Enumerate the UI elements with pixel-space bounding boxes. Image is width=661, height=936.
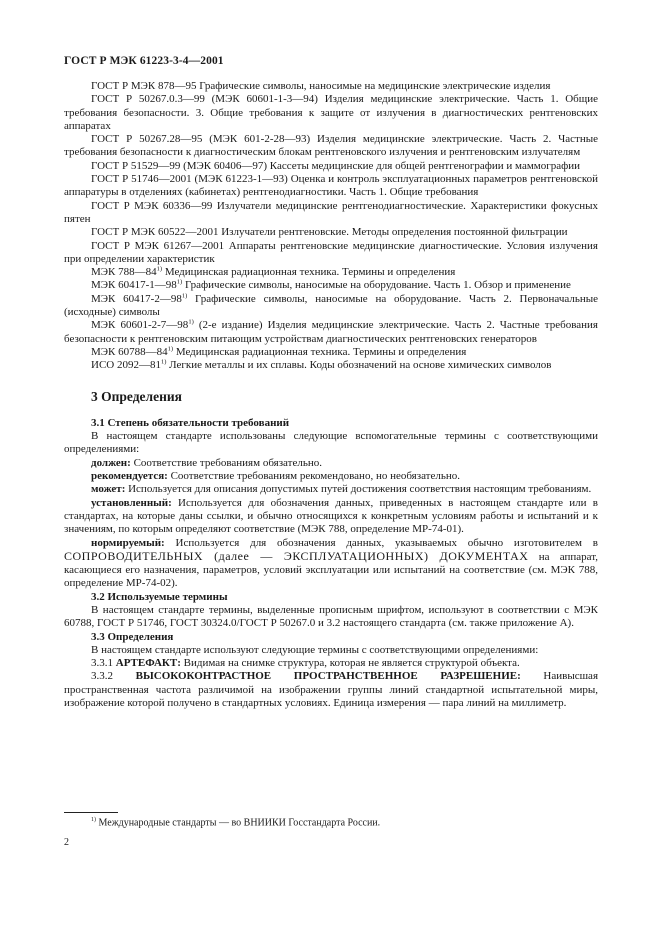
- subsection-3-1: [64, 417, 598, 591]
- footnote-divider: [64, 812, 118, 813]
- reference-item: ГОСТ Р МЭК 60336—99 Излучатели медицинские рентгенодиагностические. Характеристики фокусных пятен: [64, 199, 598, 225]
- footnote-marker: 1): [167, 345, 174, 353]
- paragraph: В настоящем стандарте термины, выделенные прописным шрифтом, используют в соответствии с МЭК 60788, ГОСТ Р 51746, ГОСТ 30324.0/ГОСТ Р 50267.0 и 3.2 настоящего стандарта (см. также приложение А).: [64, 603, 598, 630]
- reference-item: МЭК 60788—84$^{1)}$ Медицинская радиационная техника. Термины и определения: [91, 345, 467, 358]
- term: нормируемый:: [91, 536, 165, 549]
- term: может:: [91, 483, 126, 496]
- term: ВЫСОКОКОНТРАСТНОЕ ПРОСТРАНСТВЕННОЕ РАЗРЕШЕНИЕ:: [135, 670, 521, 683]
- definition-item: установленный: Используется для обозначения данных, приведенных в настоящем стандарте или в стандартах, на которые даны ссылки, и обычно относящихся к конкретным условиям работы и испытаний и к значениям, по которым определяют соответствие (МЭК 788, определение МР-74-01).: [64, 496, 598, 536]
- reference-item: ГОСТ Р 51529—99 (МЭК 60406—97) Кассеты медицинские для общей рентгенографии и маммографии: [91, 159, 581, 172]
- subsection-heading: 3.3 Определения: [91, 630, 174, 643]
- term: АРТЕФАКТ:: [115, 657, 181, 670]
- reference-item: ГОСТ Р МЭК 60522—2001 Излучатели рентгеновские. Методы определения постоянной фильтрации: [91, 226, 568, 239]
- term: рекомендуется:: [91, 470, 168, 483]
- footnote: $^{1)}$ Международные стандарты — во ВНИИКИ Госстандарта России.: [91, 817, 381, 829]
- footnote-marker: 1): [156, 265, 163, 273]
- subsection-heading: 3.1 Степень обязательности требований: [91, 416, 290, 429]
- subsection-3-2: [64, 591, 598, 631]
- term: должен:: [91, 456, 131, 469]
- footnote-marker: 1): [160, 358, 167, 366]
- reference-item: МЭК 788—84$^{1)}$ Медицинская радиационная техника. Термины и определения: [91, 265, 456, 279]
- reference-item: ГОСТ Р 50267.28—95 (МЭК 601-2-28—93) Изделия медицинские электрические. Часть 2. Частные требования безопасности к диагностическим блокам рентгеновского излучения и рентгеновским излучателям: [64, 133, 598, 159]
- reference-item: ГОСТ Р 50267.0.3—99 (МЭК 60601-1-3—94) Изделия медицинские электрические. Часть 1. Общие требования безопасности. 3. Общие требования к защите от излучения в диагностических рентгеновских аппаратах: [64, 93, 598, 132]
- definition-item: рекомендуется: Соответствие требованиям рекомендовано, но необязательно.: [91, 470, 461, 483]
- reference-item: ГОСТ Р МЭК 61267—2001 Аппараты рентгеновские медицинские диагностические. Условия излучения при определении характеристик: [64, 239, 598, 265]
- references-list: [64, 80, 598, 373]
- reference-item: ГОСТ Р 51746—2001 (МЭК 61223-1—93) Оценка и контроль эксплуатационных параметров рентгеновской аппаратуры в отделениях (кабинетах) рентгенодиагностики. Часть 1. Общие требования: [64, 173, 598, 199]
- reference-item: МЭК 60601-2-7—98$^{1)}$ (2-е издание) Изделия медицинские электрические. Часть 2. Частные требования безопасности к рентгеновским питающим устройствам диагностических рентгеновских генераторов: [64, 318, 598, 345]
- footnote-marker: 1): [176, 278, 183, 286]
- section-title: 3 Определения: [91, 388, 182, 404]
- term: установленный:: [91, 496, 172, 509]
- definition-item: должен: Соответствие требованиям обязательно.: [91, 456, 322, 469]
- reference-item: ИСО 2092—81$^{1)}$ Легкие металлы и их сплавы. Коды обозначений на основе химических символов: [91, 358, 552, 372]
- document-header: ГОСТ Р МЭК 61223-3-4—2001: [64, 55, 224, 67]
- subsection-heading: 3.2 Используемые термины: [91, 590, 228, 603]
- reference-item: МЭК 60417-1—98$^{1)}$ Графические символы, наносимые на оборудование. Часть 1. Обзор и применение: [91, 278, 571, 292]
- footnote-marker: 1): [91, 817, 96, 823]
- caps-term: СОПРОВОДИТЕЛЬНЫХ (далее — ЭКСПЛУАТАЦИОННЫХ) ДОКУМЕНТАХ: [64, 548, 529, 563]
- reference-item: МЭК 60417-2—98$^{1)}$ Графические символы, наносимые на оборудование. Часть 2. Первоначальные (исходные) символы: [64, 292, 598, 319]
- definition-item: может: Используется для описания допустимых путей достижения соответствия настоящим требованиям.: [91, 483, 592, 496]
- footnote-marker: 1): [181, 292, 188, 300]
- footnote-marker: 1): [188, 318, 194, 326]
- reference-item: ГОСТ Р МЭК 878—95 Графические символы, наносимые на медицинские электрические изделия: [91, 80, 551, 92]
- paragraph: В настоящем стандарте использованы следующие вспомогательные термины с соответствующими определениями:: [64, 430, 598, 456]
- document-body: [64, 80, 598, 710]
- definition-item: 3.3.1 АРТЕФАКТ: Видимая на снимке структура, которая не является структурой объекта.: [91, 657, 520, 670]
- paragraph: В настоящем стандарте используют следующие термины с соответствующими определениями:: [91, 643, 539, 656]
- subsection-3-3: [64, 631, 598, 711]
- definition-item: нормируемый: Используется для обозначения данных, указываемых обычно изготовителем в СОПРОВОДИТЕЛЬНЫХ (далее — ЭКСПЛУАТАЦИОННЫХ) ДОКУМЕНТАХ на аппарат, касающиеся его назначения, параметров, условий эксплуатации или испытаний на соответствие (см. МЭК 788, определение МР-74-02).: [64, 536, 598, 590]
- definition-item: 3.3.2 ВЫСОКОКОНТРАСТНОЕ ПРОСТРАНСТВЕННОЕ РАЗРЕШЕНИЕ: Наивысшая пространственная частота различимой на изображении группы линий стандартной испытательной миры, изображение которой получено в стандартных условиях. Единица измерения — пара линий на миллиметр.: [64, 670, 599, 710]
- page-number: 2: [64, 837, 69, 848]
